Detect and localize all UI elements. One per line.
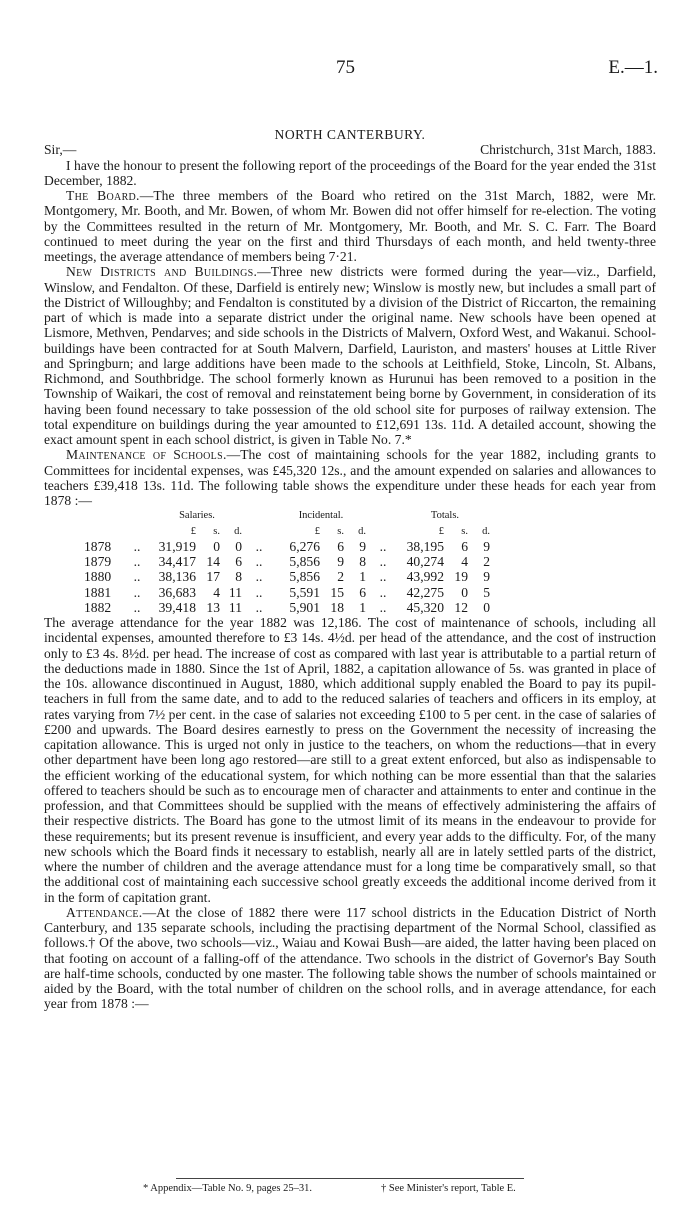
incidental-pounds: 5,856 — [289, 554, 320, 569]
header-totals: Totals. — [430, 510, 460, 522]
salutation-line — [44, 142, 656, 157]
table-row — [84, 569, 490, 584]
board-heading: The Board. — [66, 188, 140, 203]
place-date: Christchurch, 31st March, 1883. — [480, 142, 656, 158]
districts-heading: New Districts and Buildings. — [66, 264, 258, 280]
incidental-pence: 1 — [359, 599, 366, 615]
maintenance-continued-paragraph: The average attendance for the year 1882 was 12,186. The cost of maintenance of schools, including all incidental expenses, amounted therefore to £3 14s. 4½d. per head of the attendance, and the cost of instruction only to £3 4s. 8½d. per head. The increase of cost as compared with last year is attributable to a partial return of the deductions made in 1880. Since the 1st of April, 1882, a capitation allowance of 5s. was granted in place of the 10s. allowance discontinued in August, 1880, which additional supply enabled the Board to pay its pupil-teachers in full from the same date, and to add to the reduced salaries of teachers and officers in its employ, at rates varying from 7½ per cent. in the case of salaries not exceeding £100 to 5 per cent. in the case of salaries of £200 and upwards. The Board desires earnestly to press on the Government the necessity of increasing the capitation allowance. This is urged not only in justice to the teachers, on whom the reductions—that in every other department have been long ago restored—are still to a great extent enforced, but also as indispensable to the efficient working of the educational system, for which nothing can be more essential than that the salaries offered to teachers should be such as to encourage men of character and attainments to enter and continue in the profession, and that Committees should be supplied with the means of effectively administering the affairs of their respective districts. The Board has gone to the utmost limit of its means in the endeavour to provide for these requirements; but its present revenue is insufficient, and every year adds to the difficulty. For, of the many new schools which the Board finds it necessary to establish, nearly all are in lately settled parts of the district, where the number of children and the average attendance must for a long time be comparatively small, so that the additional cost of maintaining each successive school greatly exceeds the additional income derived from it in the form of capitation grant. — [44, 615, 656, 905]
row-year: 1882 — [84, 599, 112, 615]
report-body — [44, 127, 656, 1012]
unit-shillings: s. — [461, 525, 468, 537]
board-text: —The three members of the Board who retired on the 31st March, 1882, were Mr. Montgomery, Mr. Booth, and Mr. Bowen, of whom Mr. Bowen did not offer himself for re-election. The voting by the Committees resulted in the return of Mr. Montgomery, Mr. Booth, and Mr. S. C. Farr. The Board continued to meet during the year on the first and third Thursdays of each month, and held twenty-three meetings, the average attendance of members being 7·21. — [44, 188, 656, 264]
incidental-pence: 1 — [359, 569, 366, 585]
totals-pounds: 38,195 — [406, 538, 444, 554]
incidental-shillings: 15 — [330, 584, 344, 600]
table-row — [84, 554, 490, 569]
salaries-pounds: 31,919 — [158, 538, 196, 554]
unit-shillings: s. — [213, 525, 220, 537]
leader-dots: .. — [255, 599, 263, 615]
row-year: 1880 — [84, 569, 112, 585]
leader-dots: .. — [255, 584, 263, 600]
header-incidental: Incidental. — [298, 510, 344, 522]
intro-paragraph: I have the honour to present the following report of the proceedings of the Board for the year ended the 31st December, 1882. — [44, 157, 656, 188]
salaries-pence: 11 — [228, 599, 242, 615]
salaries-pence: 11 — [228, 584, 242, 600]
unit-pence: d. — [358, 525, 366, 537]
unit-pounds: £ — [438, 525, 444, 537]
leader-dots: .. — [133, 538, 141, 554]
incidental-pounds: 5,591 — [289, 584, 320, 600]
incidental-shillings: 18 — [330, 599, 344, 615]
salutation: Sir,— — [44, 142, 77, 158]
totals-shillings: 19 — [454, 569, 468, 585]
totals-shillings: 0 — [461, 584, 468, 600]
leader-dots: .. — [255, 569, 263, 585]
totals-pounds: 45,320 — [406, 599, 444, 615]
leader-dots: .. — [255, 538, 263, 554]
attendance-text: —At the close of 1882 there were 117 school districts in the Education District of North Canterbury, and 135 separate schools, including the practising department of the Normal School, classified as follows.† Of the above, two schools—viz., Waiau and Kowai Bush—are aided, the latter having been placed on that footing on account of a falling-off of the attendance. Two schools in the district of Governor's Bay South are half-time schools, conducted by one master. The following table shows the number of schools maintained or aided by the Board, with the total number of children on the school rolls, and in average attendance, for each year from 1878 :— — [44, 904, 656, 1012]
unit-pence: d. — [234, 525, 242, 537]
incidental-pounds: 6,276 — [289, 538, 320, 554]
salaries-shillings: 14 — [206, 554, 220, 569]
maintenance-paragraph — [44, 447, 656, 508]
leader-dots: .. — [133, 599, 141, 615]
page-number: 75 — [336, 57, 355, 78]
document-code: E.—1. — [608, 57, 658, 78]
unit-pence: d. — [482, 525, 490, 537]
leader-dots: .. — [133, 554, 141, 569]
board-paragraph — [44, 188, 656, 264]
table-row — [84, 585, 490, 600]
incidental-shillings: 9 — [337, 554, 344, 569]
leader-dots: .. — [133, 569, 141, 585]
totals-pounds: 42,275 — [406, 584, 444, 600]
incidental-pounds: 5,901 — [289, 599, 320, 615]
salaries-pounds: 38,136 — [158, 569, 196, 585]
leader-dots: .. — [379, 554, 387, 569]
totals-pence: 2 — [483, 554, 490, 569]
leader-dots: .. — [379, 569, 387, 585]
totals-pence: 0 — [483, 599, 490, 615]
report-title: NORTH CANTERBURY. — [274, 127, 426, 142]
incidental-shillings: 6 — [337, 538, 344, 554]
row-year: 1878 — [84, 538, 112, 554]
salaries-pence: 6 — [235, 554, 242, 569]
maintenance-text: —The cost of maintaining schools for the year 1882, including grants to Committees for incidental expenses, was £45,320 12s., and the amount expended on salaries and allowances to teachers £39,418 13s. 11d. The following table shows the expenditure under these heads for each year from 1878 :— — [44, 447, 656, 508]
row-year: 1881 — [84, 584, 112, 600]
totals-pounds: 43,992 — [406, 569, 444, 585]
incidental-pence: 8 — [359, 554, 366, 569]
table-header-row — [84, 508, 490, 523]
totals-shillings: 6 — [461, 538, 468, 554]
attendance-paragraph — [44, 905, 656, 1012]
incidental-pounds: 5,856 — [289, 569, 320, 585]
leader-dots: .. — [255, 554, 263, 569]
salaries-pence: 0 — [235, 538, 242, 554]
totals-pence: 9 — [483, 569, 490, 585]
row-year: 1879 — [84, 554, 112, 569]
leader-dots: .. — [379, 599, 387, 615]
unit-pounds: £ — [314, 525, 320, 537]
districts-paragraph — [44, 264, 656, 447]
salaries-shillings: 17 — [206, 569, 220, 585]
salaries-pounds: 39,418 — [158, 599, 196, 615]
footnote-minister: † See Minister's report, Table E. — [381, 1183, 516, 1194]
footnote-divider — [176, 1178, 524, 1179]
salaries-pence: 8 — [235, 569, 242, 585]
salaries-pounds: 34,417 — [158, 554, 196, 569]
table-row — [84, 600, 490, 615]
salaries-shillings: 4 — [213, 584, 220, 600]
districts-text: —Three new districts were formed during the year—viz., Darfield, Winslow, and Fendalton. Of these, Darfield is entirely new; Winslow is mostly new, but includes a small part of the District of Willoughby; and Fendalton is constituted by a division of the District of Riccarton, the remaining part of which is made into a separate district under the original name. New schools have been opened at Lismore, Methven, Pendarves; and side schools in the Districts of Malvern, Oxford West, and Wakanui. School-buildings have been contracted for at South Malvern, Darfield, Lauriston, and masters' houses at Little River and Springburn; and large additions have been made to the schools at Leithfield, Stoke, Lincoln, St. Albans, Richmond, and Southbridge. The school formerly known as Hurunui has been removed to a position in the Township of Waikari, the cost of removal and reinstatement being borne by Government, in consideration of its having been found necessary to take possession of the old school site for purposes of railway extension. The total expenditure on buildings during the year amounted to £12,691 13s. 11d. A detailed account, showing the exact amount spent in each school district, is given in Table No. 7.* — [44, 264, 656, 447]
totals-shillings: 12 — [454, 599, 468, 615]
table-row — [84, 539, 490, 554]
totals-pence: 9 — [483, 538, 490, 554]
incidental-pence: 6 — [359, 584, 366, 600]
table-units-row — [84, 524, 490, 539]
totals-shillings: 4 — [461, 554, 468, 569]
unit-shillings: s. — [337, 525, 344, 537]
incidental-shillings: 2 — [337, 569, 344, 585]
leader-dots: .. — [379, 538, 387, 554]
totals-pounds: 40,274 — [406, 554, 444, 569]
incidental-pence: 9 — [359, 538, 366, 554]
page-header — [0, 57, 700, 81]
unit-pounds: £ — [190, 525, 196, 537]
salaries-pounds: 36,683 — [158, 584, 196, 600]
attendance-heading: Attendance. — [66, 904, 143, 920]
expenditure-table — [84, 508, 490, 615]
maintenance-heading: Maintenance of Schools. — [66, 447, 227, 463]
salaries-shillings: 0 — [213, 538, 220, 554]
totals-pence: 5 — [483, 584, 490, 600]
footnote-appendix: * Appendix—Table No. 9, pages 25–31. — [143, 1183, 312, 1194]
salaries-shillings: 13 — [206, 599, 220, 615]
leader-dots: .. — [133, 584, 141, 600]
leader-dots: .. — [379, 584, 387, 600]
header-salaries: Salaries. — [179, 510, 215, 522]
